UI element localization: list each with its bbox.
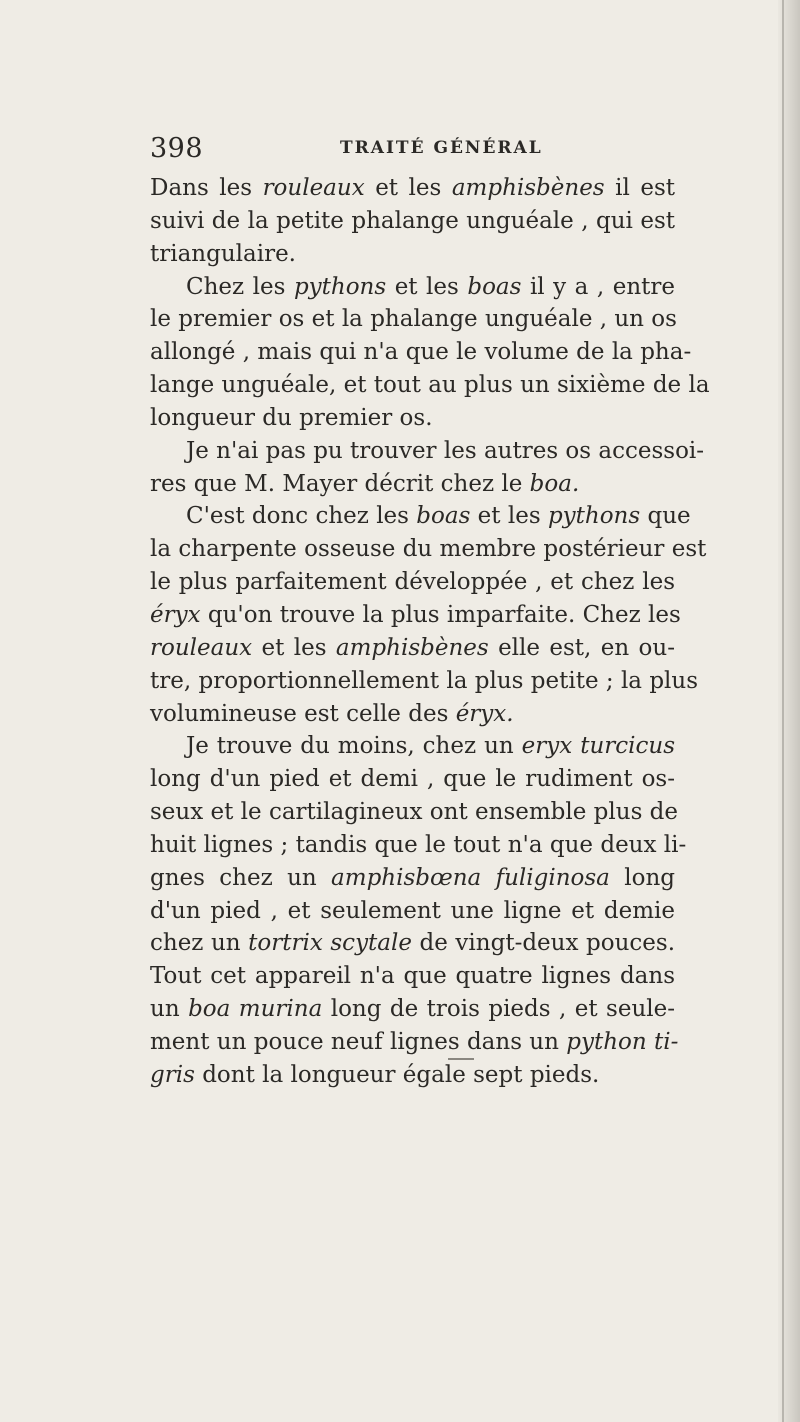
text-line	[150, 566, 675, 599]
text-run: elle est, en ou-	[488, 634, 675, 661]
italic-term: boas	[467, 273, 522, 300]
text-run: et les	[364, 175, 452, 201]
italic-term: pythons	[547, 503, 641, 530]
text-run: lange unguéale, et tout au plus un sixième de la	[150, 372, 710, 399]
text-line	[150, 895, 675, 928]
text-line	[150, 336, 692, 369]
text-run: d'un pied , et seulement une ligne et demie	[150, 897, 675, 924]
text-run: chez un	[150, 930, 249, 957]
text-run: allongé , mais qui n'a que le volume de la pha-	[150, 339, 692, 366]
text-run: un	[150, 996, 189, 1023]
text-line	[150, 796, 679, 829]
text-run: Chez les	[186, 273, 294, 300]
running-title: TRAITÉ GÉNÉRAL	[340, 138, 543, 158]
italic-term: boa.	[529, 470, 580, 497]
text-run: gnes chez un	[150, 864, 332, 891]
text-run: et les	[470, 503, 548, 530]
text-run: suivi de la petite phalange unguéale , qui est	[150, 207, 675, 234]
text-line	[150, 862, 675, 895]
text-run: huit lignes ; tandis que le tout n'a que deux li-	[150, 831, 687, 858]
text-run: long	[609, 864, 675, 891]
italic-term: éryx	[150, 601, 201, 628]
italic-term: boa murina	[188, 996, 323, 1023]
text-run: il est	[604, 175, 675, 201]
italic-term: python ti-	[566, 1028, 679, 1055]
text-line	[150, 599, 681, 632]
text-line	[150, 468, 675, 501]
text-line	[150, 369, 710, 402]
text-line	[150, 1059, 675, 1092]
italic-term: tortrix scytale	[248, 930, 412, 957]
text-run: res que M. Mayer décrit chez le	[150, 470, 530, 497]
text-run: et les	[386, 273, 468, 300]
text-line	[150, 829, 687, 862]
text-line	[150, 993, 675, 1026]
text-run: seux et le cartilagineux ont ensemble plus de	[150, 799, 679, 826]
text-run: il y a , entre	[521, 273, 675, 300]
text-line	[150, 402, 675, 435]
text-line	[150, 205, 675, 238]
text-run: C'est donc chez les	[186, 503, 417, 530]
text-run: Dans les	[150, 175, 263, 201]
text-line	[150, 632, 675, 665]
text-line	[150, 271, 675, 304]
text-run: le plus parfaitement développée , et chez les	[150, 569, 675, 596]
italic-term: eryx turcicus	[521, 733, 675, 760]
signature-mark	[448, 1058, 474, 1060]
text-line	[150, 435, 705, 468]
text-line	[150, 927, 675, 960]
text-run: qu'on trouve la plus imparfaite. Chez les	[200, 601, 681, 628]
text-run: Tout cet appareil n'a que quatre lignes dans	[150, 963, 675, 990]
text-run: longueur du premier os.	[150, 404, 433, 431]
italic-term: rouleaux	[262, 175, 365, 201]
text-line	[150, 303, 675, 336]
text-line	[150, 500, 691, 533]
text-run: dont la longueur égale sept pieds.	[194, 1061, 600, 1088]
italic-term: gris	[150, 1061, 195, 1088]
text-run: la charpente osseuse du membre postérieur est	[150, 536, 707, 563]
text-run: long d'un pied et demi , que le rudiment os-	[150, 766, 675, 793]
page-header	[150, 133, 570, 165]
text-line	[150, 172, 675, 205]
body-text	[150, 172, 710, 1092]
text-line	[150, 1026, 679, 1059]
text-run: de vingt-deux pouces.	[411, 930, 676, 957]
text-line	[150, 730, 675, 763]
text-run: volumineuse est celle des	[150, 700, 456, 727]
text-run: ment un pouce neuf lignes dans un	[150, 1028, 567, 1055]
italic-term: amphisbènes	[335, 634, 489, 661]
text-line	[150, 665, 699, 698]
text-line	[150, 763, 675, 796]
text-run: que	[640, 503, 691, 530]
italic-term: boas	[416, 503, 471, 530]
text-line	[150, 698, 675, 731]
italic-term: éryx.	[455, 700, 514, 727]
text-line	[150, 533, 707, 566]
text-run: le premier os et la phalange unguéale , un os	[150, 306, 677, 333]
text-run: long de trois pieds , et seule-	[322, 996, 675, 1023]
text-run: Je n'ai pas pu trouver les autres os accessoi-	[186, 437, 705, 464]
page-edge-rule	[782, 0, 784, 1422]
italic-term: amphisbènes	[451, 175, 605, 201]
text-run: triangulaire.	[150, 240, 296, 267]
italic-term: pythons	[293, 273, 387, 300]
italic-term: rouleaux	[150, 634, 253, 661]
text-line	[150, 238, 675, 271]
page-number: 398	[150, 133, 204, 164]
text-run: et les	[252, 634, 336, 661]
page-edge	[778, 0, 800, 1422]
text-run: Je trouve du moins, chez un	[186, 733, 522, 760]
text-run: tre, proportionnellement la plus petite ; la plus	[150, 667, 699, 694]
italic-term: amphisbœna fuliginosa	[331, 864, 610, 891]
text-line	[150, 960, 675, 993]
